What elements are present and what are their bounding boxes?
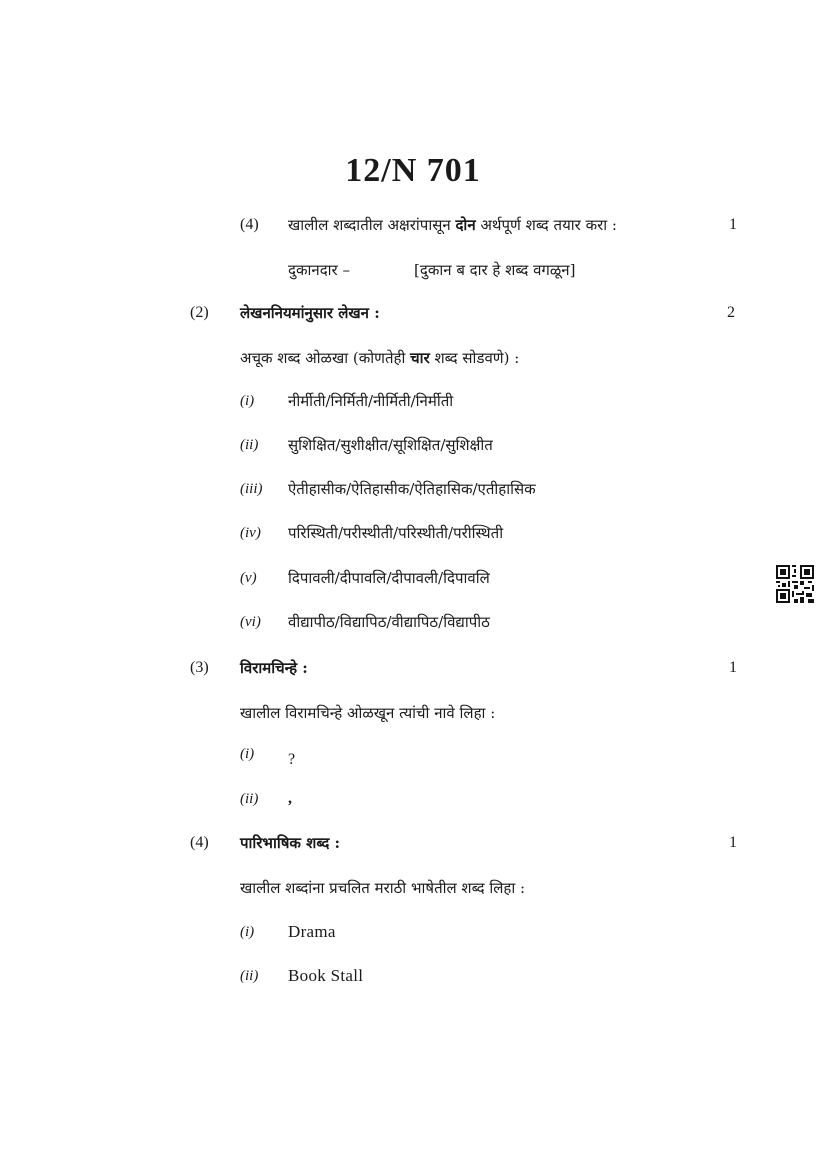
section-instruction: [240, 348, 519, 368]
source-word: दुकानदार –: [288, 261, 350, 279]
section-title: विरामचिन्हे :: [240, 659, 308, 677]
item-text: दिपावली/दीपावलि/दीपावली/दिपावलि: [288, 569, 490, 587]
item-label: (ii): [240, 791, 259, 807]
marks: 1: [729, 216, 737, 233]
item-label: (i): [240, 746, 255, 762]
item-label: (ii): [240, 968, 259, 984]
question-number: (4): [240, 216, 259, 233]
instruction-text: खालील शब्दातील अक्षरांपासून: [288, 216, 451, 234]
section-instruction: खालील शब्दांना प्रचलित मराठी भाषेतील शब्द लिहा :: [240, 879, 526, 897]
section-title: पारिभाषिक शब्द :: [240, 834, 341, 852]
marks: 1: [729, 659, 737, 676]
item-text: नीर्मीती/निर्मिती/नीर्मिती/निर्मीती: [288, 392, 454, 410]
instruction-text: अचूक शब्द ओळखा (कोणतेही: [240, 349, 406, 367]
section-instruction: खालील विरामचिन्हे ओळखून त्यांची नावे लिहा :: [240, 704, 496, 722]
punctuation-mark: ,: [288, 790, 292, 807]
hint-text: [दुकान ब दार हे शब्द वगळून]: [414, 261, 576, 279]
item-label: (iv): [240, 525, 261, 541]
item-label: (i): [240, 393, 255, 409]
marks: 1: [729, 834, 737, 851]
english-term: Book Stall: [288, 966, 364, 985]
item-text: परिस्थिती/परीस्थीती/परिस्थीती/परीस्थिती: [288, 524, 504, 542]
section-title: लेखननियमांनुसार लेखन :: [240, 304, 380, 322]
item-label: (iii): [240, 481, 263, 497]
paper-code: 12/N 701: [345, 152, 481, 189]
instruction-emphasis: दोन: [455, 216, 476, 234]
section-number: (2): [190, 304, 209, 321]
qr-code-icon: [776, 565, 814, 603]
punctuation-mark: ?: [288, 751, 296, 768]
instruction-text: अर्थपूर्ण शब्द तयार करा :: [480, 216, 617, 234]
item-label: (vi): [240, 614, 261, 630]
question-instruction: [288, 215, 617, 235]
english-term: Drama: [288, 922, 336, 941]
item-text: ऐतीहासीक/ऐतिहासीक/ऐतिहासिक/एतीहासिक: [288, 480, 536, 498]
section-number: (4): [190, 834, 209, 851]
section-number: (3): [190, 659, 209, 676]
item-label: (v): [240, 570, 257, 586]
item-label: (ii): [240, 437, 259, 453]
instruction-text: शब्द सोडवणे) :: [434, 349, 520, 367]
item-text: वीद्यापीठ/विद्यापिठ/वीद्यापिठ/विद्यापीठ: [288, 613, 490, 631]
marks: 2: [727, 304, 735, 321]
item-label: (i): [240, 924, 255, 940]
instruction-emphasis: चार: [410, 349, 430, 367]
item-text: सुशिक्षित/सुशीक्षीत/सूशिक्षित/सुशिक्षीत: [288, 436, 493, 454]
